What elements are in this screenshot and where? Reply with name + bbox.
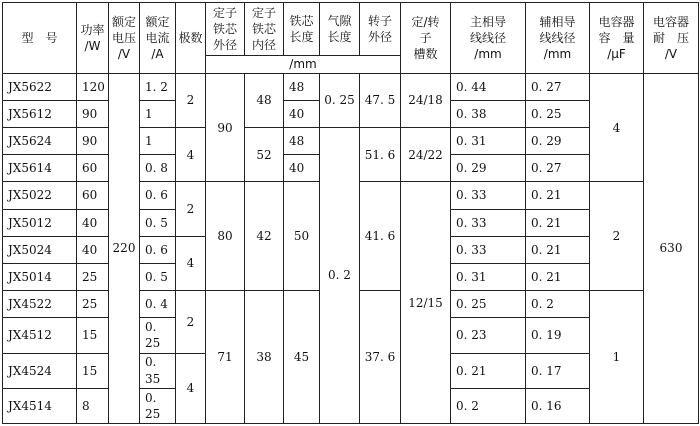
header-poles: 极数 <box>176 3 206 74</box>
cell-poles: 4 <box>176 236 206 290</box>
cell-main-wire: 0. 21 <box>451 353 526 388</box>
cell-power: 60 <box>77 182 109 209</box>
header-unit-mm: /mm <box>206 55 401 73</box>
table-row <box>3 73 699 100</box>
header-capacitor: 电容器 容 量 /μF <box>590 3 644 74</box>
cell-main-wire: 0. 31 <box>451 128 526 155</box>
header-power: 功率 /W <box>77 3 109 74</box>
cell-main-wire: 0. 33 <box>451 182 526 209</box>
cell-model: JX4524 <box>3 353 77 388</box>
header-core-length: 铁芯 长度 <box>284 3 320 56</box>
cell-main-wire: 0. 29 <box>451 155 526 182</box>
cell-current: 0. 6 <box>140 236 176 263</box>
cell-core-length: 48 <box>284 73 320 100</box>
cell-current: 0. 35 <box>140 353 176 388</box>
header-current: 额定 电流 /A <box>140 3 176 74</box>
cell-stator-id: 42 <box>245 182 284 291</box>
cell-poles: 4 <box>176 353 206 423</box>
cell-model: JX4512 <box>3 318 77 353</box>
cell-power: 15 <box>77 353 109 388</box>
cell-main-wire: 0. 2 <box>451 388 526 423</box>
cell-current: 0. 5 <box>140 264 176 291</box>
cell-model: JX5014 <box>3 264 77 291</box>
cell-power: 15 <box>77 318 109 353</box>
cell-aux-wire: 0. 16 <box>526 388 590 423</box>
cell-model: JX5022 <box>3 182 77 209</box>
cell-current: 1 <box>140 128 176 155</box>
cell-power: 25 <box>77 264 109 291</box>
cell-power: 90 <box>77 100 109 127</box>
cell-stator-id: 48 <box>245 73 284 127</box>
header-stator-id: 定子 铁芯 内径 <box>245 3 284 56</box>
cell-model: JX4514 <box>3 388 77 423</box>
cell-current: 0. 6 <box>140 182 176 209</box>
cell-main-wire: 0. 23 <box>451 318 526 353</box>
cell-core-length: 40 <box>284 100 320 127</box>
cell-core-length: 45 <box>284 291 320 424</box>
header-cap-voltage: 电容器 耐 压 /V <box>644 3 699 74</box>
cell-air-gap: 0. 25 <box>320 73 360 127</box>
cell-slots: 12/15 <box>401 182 451 424</box>
cell-main-wire: 0. 38 <box>451 100 526 127</box>
cell-main-wire: 0. 44 <box>451 73 526 100</box>
cell-model: JX5012 <box>3 209 77 236</box>
cell-cap-voltage: 630 <box>644 73 699 423</box>
cell-core-length: 48 <box>284 128 320 155</box>
cell-current: 0. 5 <box>140 209 176 236</box>
cell-capacitor: 1 <box>590 291 644 424</box>
header-stator-od: 定子 铁芯 外径 <box>206 3 245 56</box>
cell-current: 0. 25 <box>140 388 176 423</box>
cell-stator-id: 52 <box>245 128 284 182</box>
cell-core-length: 40 <box>284 155 320 182</box>
cell-capacitor: 4 <box>590 73 644 182</box>
cell-core-length: 50 <box>284 182 320 291</box>
cell-current: 0. 25 <box>140 318 176 353</box>
cell-current: 1 <box>140 100 176 127</box>
cell-aux-wire: 0. 27 <box>526 73 590 100</box>
cell-capacitor: 2 <box>590 182 644 291</box>
cell-current: 0. 4 <box>140 291 176 318</box>
motor-spec-table <box>2 2 699 424</box>
header-slots: 定/转 子 槽数 <box>401 3 451 74</box>
cell-aux-wire: 0. 27 <box>526 155 590 182</box>
cell-poles: 2 <box>176 291 206 353</box>
cell-power: 8 <box>77 388 109 423</box>
cell-current: 1. 2 <box>140 73 176 100</box>
cell-aux-wire: 0. 25 <box>526 100 590 127</box>
header-air-gap: 气隙 长度 <box>320 3 360 56</box>
cell-poles: 4 <box>176 128 206 182</box>
cell-main-wire: 0. 33 <box>451 236 526 263</box>
cell-power: 25 <box>77 291 109 318</box>
cell-poles: 2 <box>176 182 206 236</box>
cell-stator-od: 90 <box>206 73 245 182</box>
header-voltage: 额定 电压 /V <box>109 3 140 74</box>
header-rotor-od: 转子 外径 <box>360 3 401 56</box>
cell-aux-wire: 0. 17 <box>526 353 590 388</box>
cell-model: JX5614 <box>3 155 77 182</box>
cell-main-wire: 0. 25 <box>451 291 526 318</box>
cell-aux-wire: 0. 21 <box>526 182 590 209</box>
header-aux-wire: 辅相导 线线径 /mm <box>526 3 590 74</box>
cell-rotor-od: 51. 6 <box>360 128 401 182</box>
cell-aux-wire: 0. 2 <box>526 291 590 318</box>
cell-power: 40 <box>77 236 109 263</box>
cell-aux-wire: 0. 19 <box>526 318 590 353</box>
cell-poles: 2 <box>176 73 206 127</box>
header-model: 型 号 <box>3 3 77 74</box>
cell-power: 90 <box>77 128 109 155</box>
cell-model: JX5612 <box>3 100 77 127</box>
cell-power: 40 <box>77 209 109 236</box>
cell-main-wire: 0. 31 <box>451 264 526 291</box>
cell-aux-wire: 0. 21 <box>526 264 590 291</box>
cell-aux-wire: 0. 29 <box>526 128 590 155</box>
cell-aux-wire: 0. 21 <box>526 236 590 263</box>
cell-rotor-od: 41. 6 <box>360 182 401 291</box>
cell-main-wire: 0. 33 <box>451 209 526 236</box>
header-row <box>3 3 699 56</box>
cell-slots: 24/18 <box>401 73 451 127</box>
cell-slots: 24/22 <box>401 128 451 182</box>
cell-aux-wire: 0. 21 <box>526 209 590 236</box>
cell-stator-id: 38 <box>245 291 284 424</box>
cell-voltage: 220 <box>109 73 140 423</box>
cell-stator-od: 80 <box>206 182 245 291</box>
cell-model: JX4522 <box>3 291 77 318</box>
cell-stator-od: 71 <box>206 291 245 424</box>
cell-model: JX5622 <box>3 73 77 100</box>
cell-rotor-od: 37. 6 <box>360 291 401 424</box>
cell-model: JX5024 <box>3 236 77 263</box>
cell-rotor-od: 47. 5 <box>360 73 401 127</box>
header-main-wire: 主相导 线线径 /mm <box>451 3 526 74</box>
cell-power: 120 <box>77 73 109 100</box>
cell-power: 60 <box>77 155 109 182</box>
cell-current: 0. 8 <box>140 155 176 182</box>
cell-air-gap: 0. 2 <box>320 128 360 424</box>
cell-model: JX5624 <box>3 128 77 155</box>
